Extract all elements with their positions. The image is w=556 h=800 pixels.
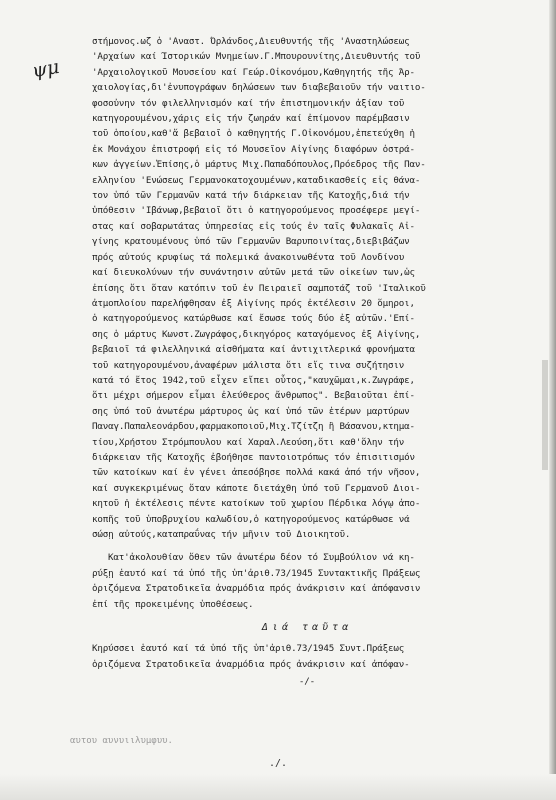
text-line: ἐπίσης ὅτι ὅταν κατόπιν τοῦ ἐν Πειραιεῖ σαμποτάζ τοῦ 'Ιταλικοῦ — [92, 282, 426, 294]
text-line: ρύξῃ ἑαυτό καί τά ὑπό τῆς ὑπ'ἀριθ.73/1945 Συντακτικῆς Πράξεως — [92, 567, 421, 579]
text-line: διάρκειαν τῆς Κατοχῆς ἐβοήθησε παντοιοτρόπως τόν ἐπισιτισμόν — [92, 451, 415, 463]
text-line: κατά τό ἔτος 1942,τοῦ εἶχεν εἴπει οὗτος,"καυχῶμαι,κ.Ζωγράφε, — [92, 374, 415, 386]
text-line: 'Αρχαιολογικοῦ Μουσείου καί Γεώρ.Οἰκονόμου,Καθηγητής τῆς Άρ- — [92, 66, 415, 78]
text-line: κητοῦ ἡ ἐκτέλεσις πέντε κατοίκων τοῦ χωρίου Πέρδικα λόγῳ ἀπο- — [92, 498, 421, 510]
text-line: ὁριζόμενα Στρατοδικεῖα ἀναρμόδια πρός ἀνάκρισιν καί ἀπόφαν- — [92, 658, 410, 670]
conclusion-paragraph — [86, 550, 528, 612]
text-line: ἐκ Μονάχου ἐπιστροφή εἰς τό Μουσεῖον Αἰγίνης διαφόρων ὀστρά- — [92, 143, 415, 155]
text-line: κων ἀγγείων.Ἐπίσης,ὁ μάρτυς Μιχ.Παπαδόπουλος,Πρόεδρος τῆς Παν- — [92, 159, 426, 171]
text-line: τίου,Χρήστου Στρόμπουλου καί Χαραλ.Λεούση,ὅτι καθ'ὅλην τήν — [92, 436, 405, 448]
text-line: τῶν κατοίκων καί ἐν γένει ἀπεσόβησε πολλά κακά ἀπό τήν νῆσον, — [92, 467, 421, 479]
text-line: Παναγ.Παπαλεονάρδου,φαρμακοποιοῦ,Μιχ.Τζίτζη ἢ Βάσανου,κτημα- — [92, 421, 415, 433]
verdict-paragraph — [86, 641, 528, 672]
text-line: σης ὑπό τοῦ ἀνωτέρω μάρτυρος ὡς καί ὑπό τῶν ἑτέρων μαρτύρων — [92, 405, 410, 417]
text-line: Κατ'ἀκολουθίαν ὅθεν τῶν ἀνωτέρω δέον τό Συμβούλιον νά κη- — [108, 552, 415, 564]
text-line: πρός αὐτούς κρυφίως τά πολεμικά ἀνακοινωθέντα τοῦ Λονδίνου — [92, 251, 405, 263]
bleed-through-text: αυτου αυνυιιλυμφυυ. — [70, 736, 173, 746]
text-line: ὁ κατηγορούμενος κατώρθωσε καί ἔσωσε τούς δύο ἐξ αὐτῶν.'Επί- — [92, 313, 415, 325]
text-line: γίνης κρατουμένους ὑπό τῶν Γερμανῶν Βαρυποινίτας,διεβιβάζων — [92, 236, 410, 248]
text-line: σης ὁ μάρτυς Κωνστ.Ζωγράφος,δικηγόρος καταγόμενος ἐξ Αἰγίνης, — [92, 328, 421, 340]
text-line: τον ὑπό τῶν Γερμανῶν κατά τήν διάρκειαν τῆς Κατοχῆς,διά τήν — [92, 190, 410, 202]
handwritten-margin-note: ψμ — [30, 55, 61, 83]
page-edge-bottom — [0, 774, 556, 800]
text-line: ὅτι μέχρι σήμερον εἶμαι ἐλεύθερος ἄνθρωπος". Βεβαιοῦται ἐπί- — [92, 390, 415, 402]
text-line: Κηρύσσει ἑαυτό καί τά ὑπό τῆς ὑπ'ἀριθ.73/1945 Συντ.Πράξεως — [92, 643, 405, 655]
text-line: ἀτμοπλοίου παρελήφθησαν ἐξ Αἰγίνης πρός ἐκτέλεσιν 20 ὅμηροι, — [92, 297, 415, 309]
document-body — [86, 34, 528, 690]
scan-edge-shadow — [542, 360, 548, 470]
section-heading: Διά ταῦτα — [261, 622, 353, 634]
text-line: κοπῆς τοῦ ὑποβρυχίου καλωδίου,ὁ κατηγορούμενος κατώρθωσε νά — [92, 513, 410, 525]
text-line: ὑπόθεσιν 'Ιβάνωφ,βεβαιοῖ ὅτι ὁ κατηγορούμενος προσέφερε μεγί- — [92, 205, 421, 217]
text-line: στήμονος.ωζ ὁ 'Αναστ. Όρλάνδος,Διευθυντής τῆς 'Αναστηλώσεως — [92, 36, 410, 47]
text-line: ελληνίου 'Ενώσεως Γερμανοκατοχουμένων,καταδικασθείς εἰς θάνα- — [92, 174, 421, 186]
page-edge-right — [549, 0, 556, 800]
text-line: κατηγορουμένου,χάρις εἰς τήν ζωηράν καί ἐπίμονον παρέμβασιν — [92, 113, 410, 125]
testimony-paragraph — [86, 34, 528, 542]
text-line: χαιολογίας,δι'ἐνυπογράφων δηλώσεων των διαβεβαιοῦν τήν ναιτιο- — [92, 82, 426, 94]
footer-page-marker: ./. — [268, 758, 288, 769]
text-line: σώσῃ αὐτούς,καταπραΰνας τήν μῆνιν τοῦ Διοικητοῦ. — [92, 529, 351, 540]
text-line: στας καί σοβαρωτάτας ὑπηρεσίας εἰς τούς ἐν ταῖς Φυλακαῖς Αἰ- — [92, 220, 415, 232]
text-line: καί διευκολύνων τήν συνάντησιν αὐτῶν μετά τῶν οἰκείων των,ὡς — [92, 267, 415, 279]
text-line: βεβαιοῖ τά φιλελληνικά αἰσθήματα καί ἀντιχιτλερικά φρονήματα — [92, 344, 415, 356]
text-line: τοῦ ὁποίου,καθ'ἅ βεβαιοῖ ὁ καθηγητής Γ.Οἰκονόμου,ἐπετεύχθη ἡ — [92, 128, 415, 140]
page-marker: -/- — [298, 676, 316, 688]
text-line: καί συγκεκριμένως ὅταν κάποτε διετάχθη ὑπό τοῦ Γερμανοῦ Διοι- — [92, 482, 421, 494]
text-line: 'Αρχαίων καί Ίστορικών Μνημείων.Γ.Μπουρουνίτης,Διευθυντής τοῦ — [92, 51, 421, 63]
text-line: ὁριζόμενα Στρατοδικεῖα ἀναρμόδια πρός ἀνάκρισιν καί ἀπόφανσιν — [92, 583, 421, 595]
text-line: τοῦ κατηγορουμένου,ἀναφέρων μάλιστα ὅτι εἴς τινα συζήτησιν — [92, 359, 405, 371]
text-line: φοσοὐνην τόν φιλελληνισμόν καί τήν ἐπιστημονικήν ἀξίαν τοῦ — [92, 97, 405, 109]
text-line: ἐπί τῆς προκειμένης ὑποθέσεως. — [92, 598, 254, 610]
